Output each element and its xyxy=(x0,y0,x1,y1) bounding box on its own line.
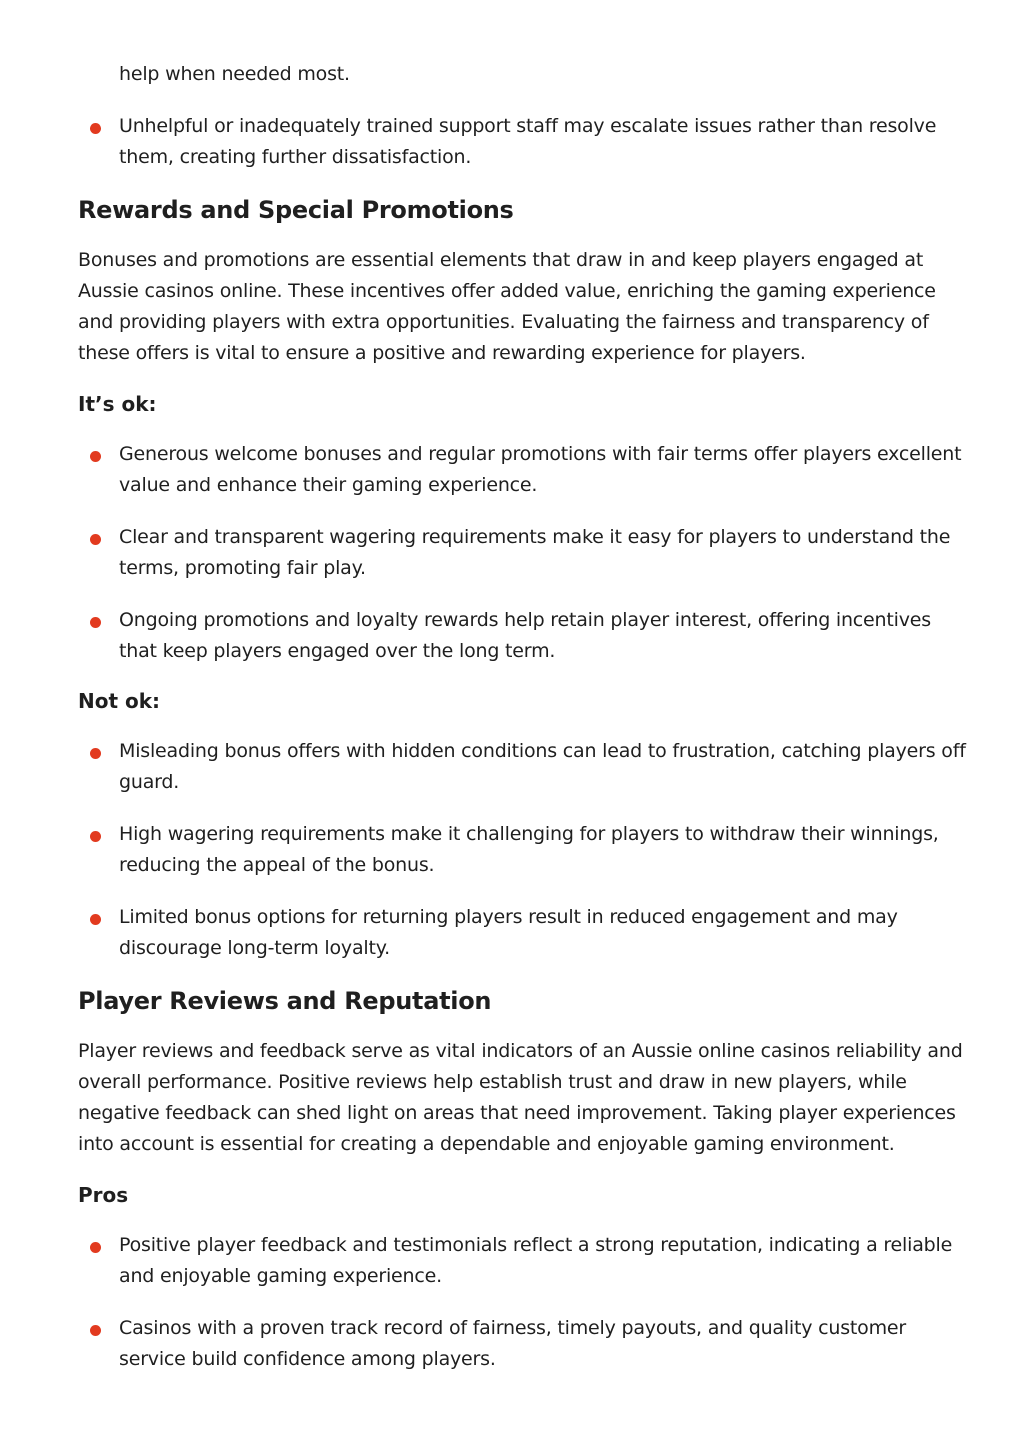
list-item xyxy=(78,1313,966,1375)
notok-subheading: Not ok: xyxy=(78,689,161,713)
section-heading-rewards: Rewards and Special Promotions xyxy=(78,196,514,224)
bullet-dot-icon xyxy=(90,451,101,462)
list-item-text: Clear and transparent wagering requirements make it easy for players to understand the terms, promoting fair play. xyxy=(119,526,951,579)
continued-bullet-text: help when needed most. xyxy=(119,63,350,85)
notok-bullet-list xyxy=(78,736,966,964)
list-item xyxy=(78,736,966,798)
list-item-text: Generous welcome bonuses and regular promotions with fair terms offer players excellent value and enhance their gaming experience. xyxy=(119,443,962,496)
list-item-text: Ongoing promotions and loyalty rewards help retain player interest, offering incentives that keep players engaged over the long term. xyxy=(119,609,931,662)
list-item-text: Casinos with a proven track record of fairness, timely payouts, and quality customer service build confidence among players. xyxy=(119,1317,907,1370)
list-item-text: Unhelpful or inadequately trained support staff may escalate issues rather than resolve them, creating further dissatisfaction. xyxy=(119,115,937,168)
bullet-dot-icon xyxy=(90,1325,101,1336)
bullet-dot-icon xyxy=(90,1242,101,1253)
bullet-dot-icon xyxy=(90,914,101,925)
ok-bullet-list xyxy=(78,439,966,667)
list-item xyxy=(78,902,966,964)
list-item xyxy=(78,819,966,881)
list-item xyxy=(78,111,966,173)
list-item-text: Limited bonus options for returning players result in reduced engagement and may discourage long-term loyalty. xyxy=(119,906,898,959)
list-item-text: Positive player feedback and testimonials reflect a strong reputation, indicating a reliable and enjoyable gaming experience. xyxy=(119,1234,953,1287)
intro-bullet-list xyxy=(78,111,966,173)
list-item-text: Misleading bonus offers with hidden conditions can lead to frustration, catching players off guard. xyxy=(119,740,966,793)
list-item-text: High wagering requirements make it challenging for players to withdraw their winnings, reducing the appeal of the bonus. xyxy=(119,823,939,876)
bullet-dot-icon xyxy=(90,748,101,759)
ok-subheading: It’s ok: xyxy=(78,392,157,416)
bullet-dot-icon xyxy=(90,123,101,134)
reviews-paragraph: Player reviews and feedback serve as vital indicators of an Aussie online casinos reliability and overall performance. Positive reviews help establish trust and draw in new players, while negative feedback can shed light on areas that need improvement. Taking player experiences into account is essential for creating a dependable and enjoyable gaming environment. xyxy=(78,1040,963,1155)
pros-subheading: Pros xyxy=(78,1183,129,1207)
list-item xyxy=(78,605,966,667)
list-item xyxy=(78,439,966,501)
list-item xyxy=(78,1230,966,1292)
section-heading-reviews: Player Reviews and Reputation xyxy=(78,987,492,1015)
list-item xyxy=(78,522,966,584)
pros-bullet-list xyxy=(78,1230,966,1375)
bullet-dot-icon xyxy=(90,534,101,545)
bullet-dot-icon xyxy=(90,831,101,842)
rewards-paragraph: Bonuses and promotions are essential elements that draw in and keep players engaged at Aussie casinos online. These incentives offer added value, enriching the gaming experience and providing players with extra opportunities. Evaluating the fairness and transparency of these offers is vital to ensure a positive and rewarding experience for players. xyxy=(78,249,936,364)
bullet-dot-icon xyxy=(90,617,101,628)
